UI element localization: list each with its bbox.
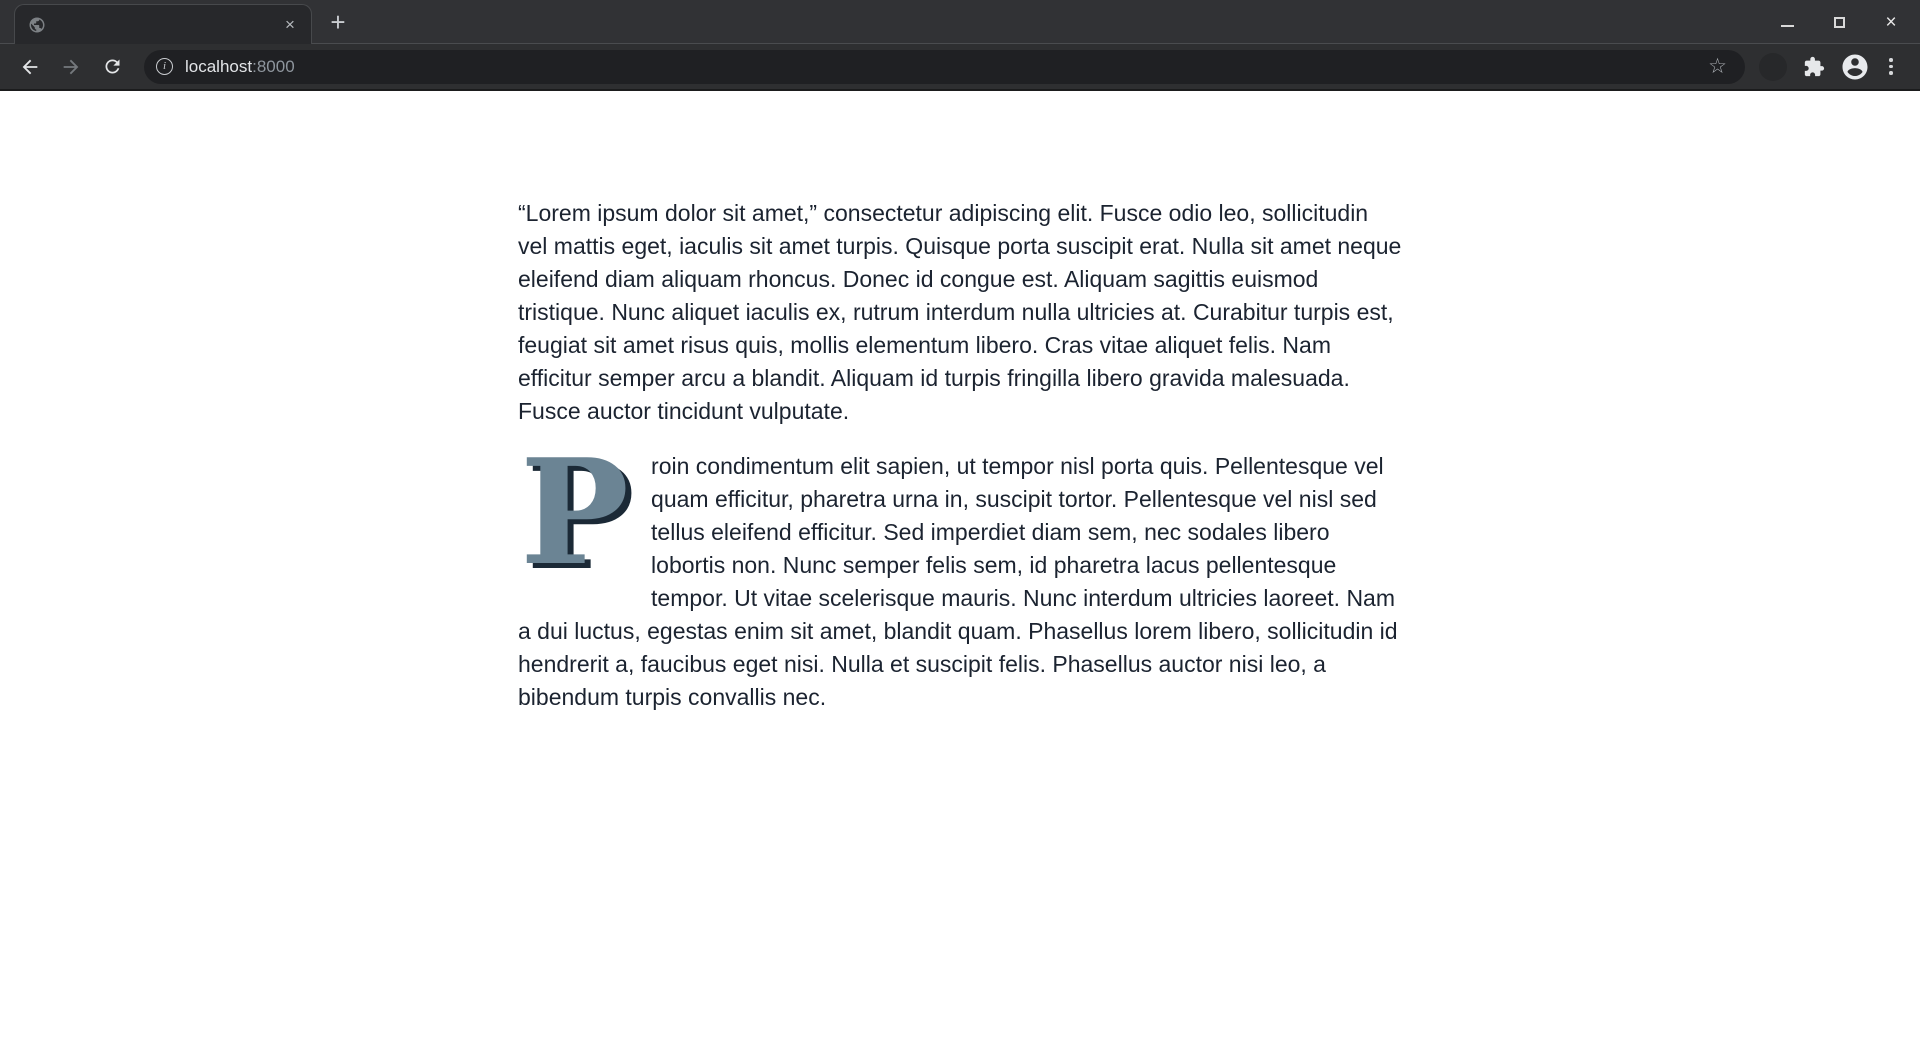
url-host: localhost bbox=[185, 56, 253, 76]
extensions-button[interactable] bbox=[1799, 52, 1829, 82]
tab-close-icon[interactable]: × bbox=[285, 14, 295, 34]
window-close-icon: × bbox=[1885, 11, 1897, 33]
dropcap-letter: P bbox=[520, 428, 630, 598]
minimize-button[interactable] bbox=[1772, 7, 1802, 37]
paragraph-2-text: roin condimentum elit sapien, ut tempor nisl porta quis. Pellentesque vel quam efficitur, pharetra urna in, suscipit tortor. Pellentesque vel nisl sed tellus eleifend efficitur. Sed imperdiet diam sem, nec sodales libero lobortis non. Nunc semper felis sem, id pharetra lacus pellentesque tempor. Ut vitae scelerisque mauris. Nunc interdum ultricies laoreet. Nam a dui luctus, egestas enim sit amet, blandit quam. Phasellus lorem libero, sollicitudin id hendrerit a, faucibus eget nisi. Nulla et suscipit felis. Phasellus auctor nisi leo, a bibendum turpis convallis nec. bbox=[518, 453, 1398, 710]
page-viewport bbox=[0, 91, 1920, 1046]
new-tab-button[interactable]: + bbox=[330, 7, 346, 37]
address-bar[interactable] bbox=[144, 50, 1745, 84]
maximize-icon bbox=[1834, 17, 1845, 28]
menu-dot bbox=[1889, 58, 1893, 62]
site-info-icon[interactable]: i bbox=[156, 58, 173, 75]
puzzle-icon bbox=[1803, 56, 1825, 78]
article bbox=[518, 91, 1402, 714]
back-button[interactable] bbox=[13, 50, 47, 84]
maximize-button[interactable] bbox=[1824, 7, 1854, 37]
url-text[interactable] bbox=[185, 57, 295, 77]
kebab-menu-icon[interactable] bbox=[1878, 54, 1904, 80]
arrow-back-icon bbox=[19, 56, 41, 78]
window-close-button[interactable] bbox=[1876, 7, 1906, 37]
account-circle-icon bbox=[1840, 52, 1870, 82]
reload-button[interactable] bbox=[95, 50, 129, 84]
browser-titlebar bbox=[0, 0, 1920, 44]
bookmark-star-icon[interactable]: ☆ bbox=[1708, 55, 1727, 78]
paragraph-1: “Lorem ipsum dolor sit amet,” consectetur adipiscing elit. Fusce odio leo, sollicitudin vel mattis eget, iaculis sit amet turpis. Quisque porta suscipit erat. Nulla sit amet neque eleifend diam aliquam rhoncus. Donec id congue est. Aliquam sagittis euismod tristique. Nunc aliquet iaculis ex, rutrum interdum nulla ultricies at. Curabitur turpis est, feugiat sit amet risus quis, mollis elementum libero. Cras vitae aliquet felis. Nam efficitur semper arcu a blandit. Aliquam id turpis fringilla libero gravida malesuada. Fusce auctor tincidunt vulputate. bbox=[518, 200, 1402, 424]
browser-toolbar bbox=[0, 44, 1920, 89]
menu-dot bbox=[1889, 71, 1893, 75]
window-controls bbox=[1772, 0, 1912, 44]
forward-button[interactable] bbox=[54, 50, 88, 84]
paragraph-2 bbox=[518, 428, 1402, 714]
arrow-forward-icon bbox=[60, 56, 82, 78]
minimize-icon bbox=[1781, 25, 1794, 27]
browser-tab[interactable] bbox=[14, 4, 312, 44]
toolbar-circle-button[interactable] bbox=[1759, 53, 1787, 81]
globe-icon bbox=[28, 16, 46, 34]
profile-button[interactable] bbox=[1838, 50, 1872, 84]
reload-icon bbox=[102, 56, 123, 77]
url-port: :8000 bbox=[252, 56, 295, 76]
menu-dot bbox=[1889, 65, 1893, 69]
